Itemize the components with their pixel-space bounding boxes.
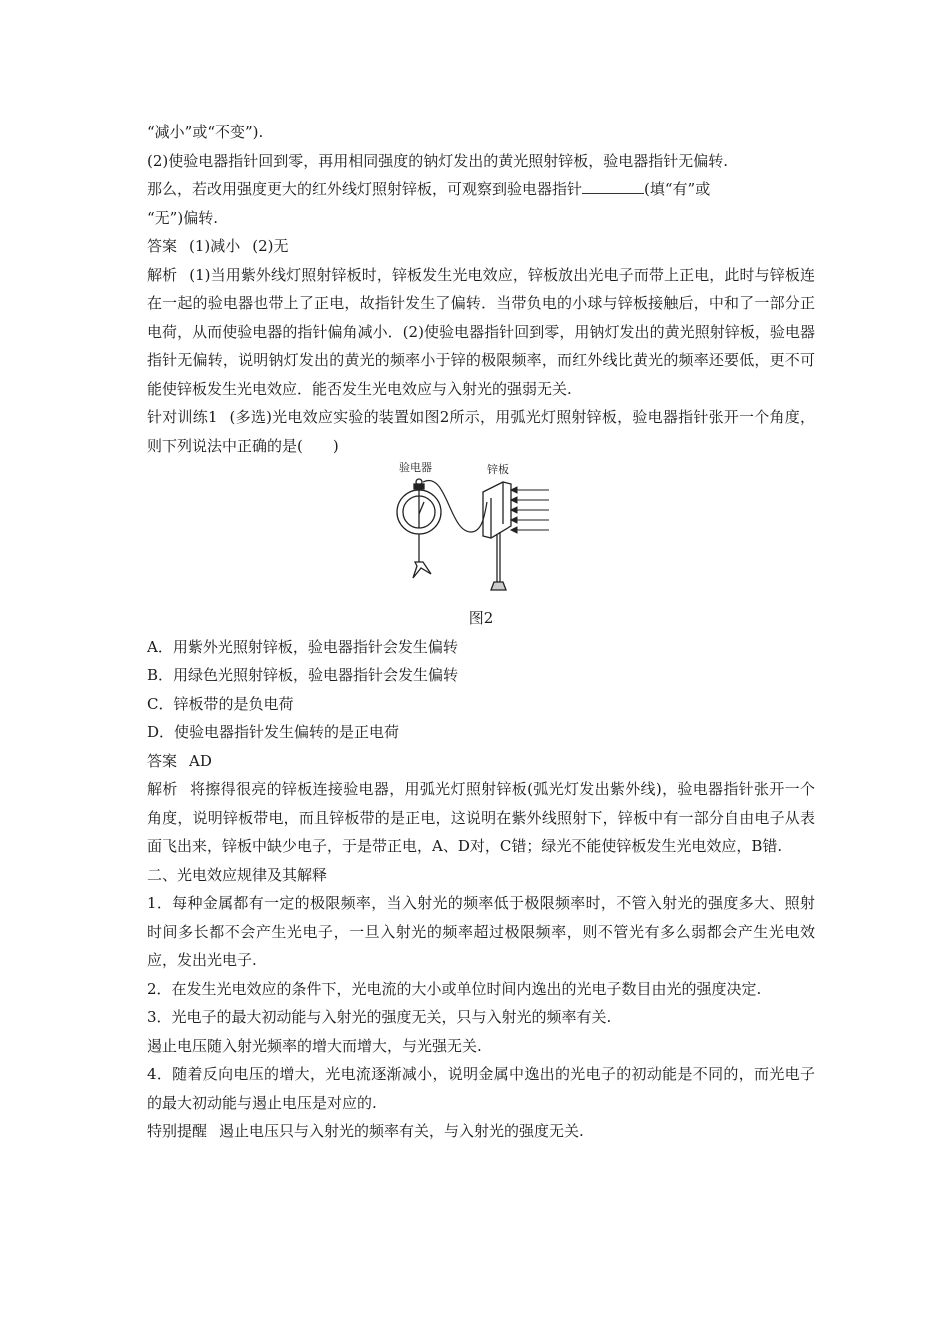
answer-1: 答案 (1)减小 (2)无 (147, 237, 289, 255)
analysis-1: 解析 (1)当用紫外线灯照射锌板时，锌板发生光电效应，锌板放出光电子而带上正电，此时与锌板连在一起的验电器也带上了正电，故指针发生了偏转．当带负电的小球与锌板接触后，中和了一部分正电荷，从而使验电器的指针偏角减小．(2)使验电器指针回到零，用钠灯发出的黄光照射锌板，验电器指针无偏转，说明钠灯发出的黄光的频率小于锌的极限频率，而红外线比黄光的频率还要低，更不可能使锌板发生光电效应．能否发生光电效应与入射光的强弱无关. (147, 265, 815, 398)
document-page (147, 118, 815, 1146)
option-c: C．锌板带的是负电荷 (147, 694, 294, 713)
question-line: (2)使验电器指针回到零，再用相同强度的钠灯发出的黄光照射锌板，验电器指针无偏转. (147, 151, 729, 170)
list-item: 2．在发生光电效应的条件下，光电流的大小或单位时间内逸出的光电子数目由光的强度决定. (147, 979, 762, 998)
fill-blank (582, 179, 644, 194)
connecting-wire (423, 480, 487, 532)
photoelectric-apparatus-diagram (387, 462, 567, 602)
list-item: 4．随着反向电压的增大，光电流逐渐减小，说明金属中逸出的光电子的初动能是不同的，而光电子的最大初动能与遏止电压是对应的. (147, 1065, 815, 1112)
section-title: 二、光电效应规律及其解释 (147, 865, 328, 884)
analysis-2: 解析 将擦得很亮的锌板连接验电器，用弧光灯照射锌板(弧光灯发出紫外线)，验电器指针张开一个角度，说明锌板带电，而且锌板带的是正电，这说明在紫外线照射下，锌板中有一部分自由电子从表面飞出来，锌板中缺少电子，于是带正电，A、D对，C错；绿光不能使锌板发生光电效应，B错. (147, 780, 815, 855)
electroscope (397, 479, 441, 578)
light-rays (511, 487, 549, 533)
question-line: 那么，若改用强度更大的红外线灯照射锌板，可观察到验电器指针 (填“有”或 (147, 180, 711, 198)
figure-caption: 图2 (468, 609, 494, 627)
question-line: “减小”或“不变”). (147, 123, 264, 141)
option-b: B．用绿色光照射锌板，验电器指针会发生偏转 (147, 666, 459, 684)
electroscope-label: 验电器 (399, 462, 432, 474)
figure-2 (147, 462, 815, 604)
option-a: A．用紫外光照射锌板，验电器指针会发生偏转 (147, 637, 458, 656)
option-d: D．使验电器指针发生偏转的是正电荷 (147, 723, 400, 741)
training-1: 针对训练1 (多选)光电效应实验的装置如图2所示，用弧光灯照射锌板，验电器指针张开一个角度，则下列说法中正确的是( ) (147, 408, 815, 455)
list-item: 3．光电子的最大初动能与入射光的强度无关，只与入射光的频率有关. (147, 1008, 612, 1026)
question-line: “无”)偏转. (147, 208, 218, 227)
answer-2: 答案 AD (147, 751, 212, 770)
special-note: 特别提醒 遏止电压只与入射光的频率有关，与入射光的强度无关. (147, 1122, 584, 1140)
zinc-plate (483, 482, 511, 590)
list-item: 1．每种金属都有一定的极限频率，当入射光的频率低于极限频率时，不管入射光的强度多大、照射时间多长都不会产生光电子，一旦入射光的频率超过极限频率，则不管光有多么弱都会产生光电效应，发出光电子. (147, 894, 815, 969)
zinc-plate-label: 锌板 (487, 463, 509, 476)
list-item: 遏止电压随入射光频率的增大而增大，与光强无关. (147, 1036, 482, 1055)
